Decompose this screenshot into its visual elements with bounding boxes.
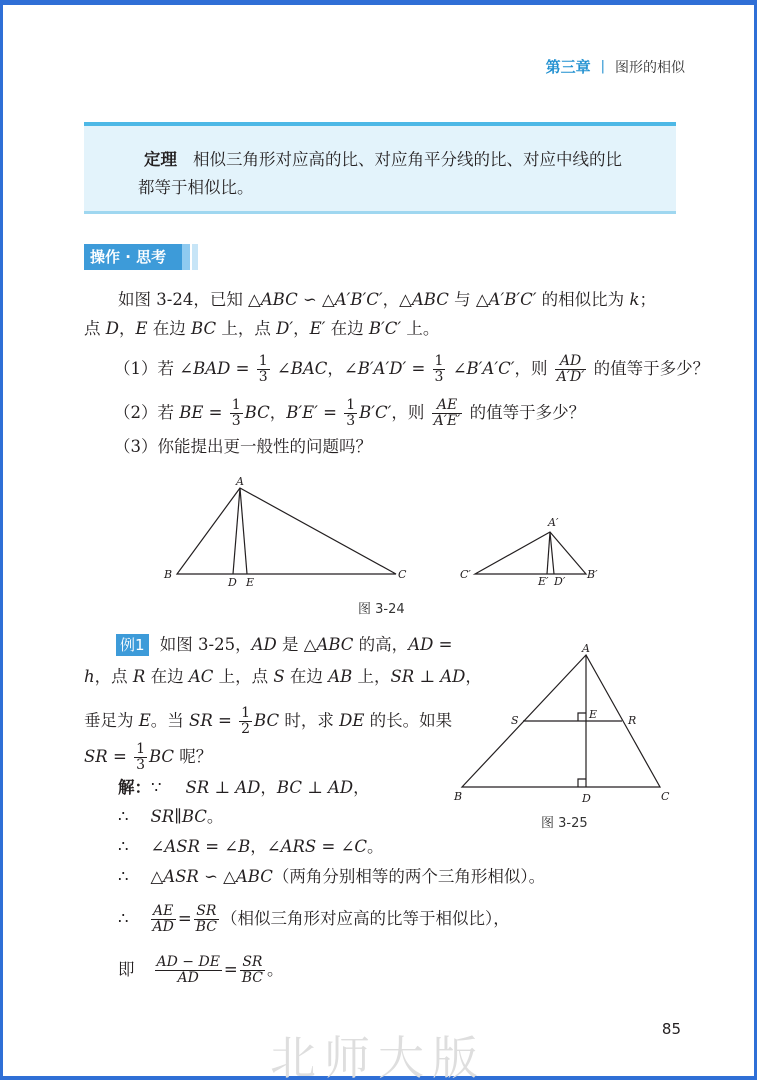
math-ad: AD <box>251 635 277 654</box>
theorem-heading: 定理 <box>144 150 177 169</box>
frac-num: SR <box>194 904 219 920</box>
math-bc: BC <box>244 403 270 422</box>
solution-step-1 <box>118 777 370 799</box>
math-be: BE <box>179 403 204 422</box>
question-3: （3）你能提出更一般性的问题吗？ <box>114 437 372 456</box>
math-b1c1: B′C′ <box>359 403 392 422</box>
solution-step-2 <box>118 806 223 828</box>
math-abc: ABC <box>411 290 449 309</box>
frac-num: 1 <box>346 397 356 413</box>
example-text: 上，点 <box>213 667 274 686</box>
label-c: C <box>398 568 407 581</box>
theorem-box <box>84 122 676 214</box>
math-parallel: ∥ <box>174 807 182 826</box>
theorem-text-2: 都等于相似比。 <box>138 178 254 197</box>
math-eq: = <box>223 960 238 979</box>
q2-text: （2）若 <box>114 403 180 422</box>
therefore-symbol: ∴ <box>118 837 129 856</box>
example-text: 的长。如果 <box>364 711 453 730</box>
example-text: 在边 <box>284 667 329 686</box>
math-c: C <box>354 837 368 856</box>
label-a: A <box>582 642 590 655</box>
math-bc: BC <box>148 747 175 766</box>
solution-text: 即 <box>118 960 135 979</box>
intro-text: 点 <box>84 319 106 338</box>
example-line-1 <box>116 634 452 656</box>
intro-text: 的相似比为 <box>536 290 630 309</box>
fraction-one-third <box>230 398 243 429</box>
math-asr: ASR <box>163 867 199 886</box>
frac-num: AE <box>151 904 176 920</box>
math-a1b1c1: A′B′C′ <box>334 290 383 309</box>
because-symbol: ∵ <box>151 778 162 797</box>
math-r: R <box>132 667 146 686</box>
q2-text: ， <box>269 403 287 422</box>
math-perp: ⊥ <box>209 778 236 797</box>
math-eq: = <box>177 909 192 928</box>
math-sr: SR <box>150 807 175 826</box>
q1-text: = <box>230 359 255 378</box>
math-sim: ∽ △ <box>297 290 335 309</box>
fraction-sr-bc <box>240 955 265 986</box>
label-e: E <box>246 576 255 589</box>
page-number: 85 <box>661 1020 681 1038</box>
triangle-abc-outline <box>177 488 396 574</box>
question-1 <box>114 354 709 385</box>
math-e: E <box>138 711 151 730</box>
triangle-abc <box>177 488 396 574</box>
q2-text: ，则 <box>391 403 430 422</box>
example-text: = <box>433 635 453 654</box>
q1-text: ∠ <box>271 359 291 378</box>
example-text: 。当 <box>150 711 190 730</box>
fraction-ae-ad <box>151 904 176 935</box>
label-e1: E′ <box>538 575 549 588</box>
therefore-symbol: ∴ <box>118 909 129 928</box>
label-b: B <box>454 790 463 803</box>
solution-text: ， <box>353 778 370 797</box>
theorem-text-1: 相似三角形对应高的比、对应角平分线的比、对应中线的比 <box>193 150 622 169</box>
math-ab: AB <box>328 667 353 686</box>
math-asr: ASR <box>164 837 200 856</box>
intro-text: ； <box>639 290 656 309</box>
intro-text: 在边 <box>325 319 369 338</box>
frac-den: 2 <box>241 721 251 737</box>
frac-num: AE <box>432 398 463 414</box>
fraction-sr-bc <box>194 904 219 935</box>
q1-text: ∠ <box>447 359 467 378</box>
solution-step-6 <box>118 955 284 986</box>
frac-num: SR <box>240 955 265 971</box>
segment-a1e1 <box>547 532 550 574</box>
math-ad: AD <box>440 667 466 686</box>
solution-text: 。 <box>367 837 384 856</box>
triangle-a1b1c1 <box>475 532 586 574</box>
math-sr: SR <box>185 778 210 797</box>
segment-ad <box>233 488 240 574</box>
label-d1: D′ <box>554 575 566 588</box>
intro-text: 在边 <box>147 319 192 338</box>
math-angle: ∠ <box>150 837 165 856</box>
intro-text: ，△ <box>382 290 412 309</box>
frame-left-border <box>0 0 3 1080</box>
fraction-one-third <box>257 354 270 385</box>
fraction-one-third <box>344 398 357 429</box>
math-ac: AC <box>188 667 214 686</box>
figure-3-25 <box>450 640 680 810</box>
question-2 <box>114 398 585 429</box>
example-badge: 例1 <box>116 634 149 656</box>
math-ad: AD <box>235 778 261 797</box>
frac-den: 3 <box>346 413 356 429</box>
math-e1: E′ <box>309 319 326 338</box>
frac-den: BC <box>195 919 217 935</box>
solution-text: 。 <box>267 960 284 979</box>
frac-num: 1 <box>258 353 268 369</box>
fraction-ad-de <box>155 955 222 986</box>
math-de: DE <box>339 711 365 730</box>
example-text: 时，求 <box>279 711 340 730</box>
math-ars: ARS <box>280 837 317 856</box>
intro-line-1 <box>118 289 656 311</box>
label-e: E <box>589 708 598 721</box>
intro-text: 上。 <box>401 319 440 338</box>
math-bc: BC <box>254 711 280 730</box>
intro-text: 上，点 <box>216 319 277 338</box>
theorem-line-1 <box>144 146 656 174</box>
example-text: 是 △ <box>276 635 317 654</box>
publisher-watermark: 北师大版 <box>270 1031 486 1085</box>
figure-3-24-caption: 图 3-24 <box>358 602 405 617</box>
frac-den: 3 <box>231 413 241 429</box>
segment-ae <box>240 488 247 574</box>
math-k: k <box>629 290 640 309</box>
math-d1: D′ <box>276 319 294 338</box>
frac-den: AD <box>152 919 174 935</box>
math-b: B <box>238 837 251 856</box>
label-r: R <box>628 714 637 727</box>
math-abc: ABC <box>235 867 273 886</box>
segment-a1d1 <box>550 532 554 574</box>
q1-text: ，∠ <box>327 359 358 378</box>
label-a1: A′ <box>548 516 559 529</box>
math-h: h <box>84 667 95 686</box>
figure-3-24 <box>150 470 620 594</box>
solution-text: （相似三角形对应高的比等于相似比）， <box>220 909 510 928</box>
example-text: = <box>212 711 238 730</box>
header-separator: | <box>600 59 605 74</box>
math-b1e1: B′E′ <box>286 403 318 422</box>
math-perp: ⊥ <box>301 778 328 797</box>
frac-den: BC <box>241 970 264 986</box>
chapter-title: 图形的相似 <box>615 59 685 76</box>
intro-text: 如图 3-24，已知 △ <box>118 290 261 309</box>
frac-num: AD − DE <box>156 954 220 970</box>
example-text: 的高， <box>353 635 409 654</box>
math-abc: ABC <box>316 635 354 654</box>
math-bc: BC <box>181 807 207 826</box>
q1-text: = <box>406 359 431 378</box>
therefore-symbol: ∴ <box>118 867 129 886</box>
triangle-a1b1c1-outline <box>475 532 586 574</box>
example-line-2 <box>84 666 482 688</box>
solution-label: 解： <box>118 778 151 797</box>
frac-num: 1 <box>241 705 251 721</box>
frac-den: 3 <box>434 369 444 385</box>
example-text: 在边 <box>145 667 189 686</box>
q1-text: 的值等于多少？ <box>588 359 710 378</box>
solution-text: ， <box>260 778 277 797</box>
q1-text: ，则 <box>514 359 553 378</box>
example-line-3 <box>84 706 452 737</box>
theorem-line-2 <box>138 174 656 202</box>
math-sr: SR <box>189 711 213 730</box>
frac-num: 1 <box>231 397 241 413</box>
q1-text: （1）若 ∠ <box>114 359 194 378</box>
math-ad: AD <box>408 635 434 654</box>
label-b: B <box>164 568 173 581</box>
frac-den: A′D′ <box>556 369 585 385</box>
q2-text: = <box>317 403 343 422</box>
example-text: 上， <box>352 667 391 686</box>
fraction-one-third <box>134 742 147 773</box>
example-text: = <box>107 747 133 766</box>
math-e: E <box>135 319 148 338</box>
math-bc: BC <box>191 319 217 338</box>
fraction-ad-ratio <box>555 354 587 385</box>
example-text: 呢？ <box>174 747 213 766</box>
frac-num: 1 <box>434 353 444 369</box>
q2-text: = <box>203 403 228 422</box>
solution-step-5 <box>118 904 510 935</box>
frac-den: 3 <box>258 369 268 385</box>
label-d: D <box>582 792 591 805</box>
intro-text: ， <box>293 319 310 338</box>
math-bad: BAD <box>193 359 231 378</box>
math-sr: SR <box>84 747 108 766</box>
math-d: D <box>105 319 119 338</box>
example-text: 垂足为 <box>84 711 139 730</box>
solution-text: = ∠ <box>199 837 239 856</box>
right-angle-mark-d <box>578 779 586 787</box>
solution-text: （两角分别相等的两个三角形相似）。 <box>272 867 546 886</box>
label-a: A <box>236 475 244 488</box>
frac-num: AD <box>555 354 587 370</box>
math-sim: ∽ △ <box>198 867 236 886</box>
solution-text: = ∠ <box>316 837 355 856</box>
q2-text: 的值等于多少？ <box>464 403 586 422</box>
section-badge: 操作 · 思考 <box>84 244 182 270</box>
math-b1a1c1: B′A′C′ <box>466 359 515 378</box>
math-s: S <box>273 667 285 686</box>
frac-den: 3 <box>136 757 145 773</box>
frac-den: AD <box>177 970 199 986</box>
frame-top-border <box>0 0 757 5</box>
label-b1: B′ <box>587 568 598 581</box>
fraction-ae-ratio <box>432 398 463 429</box>
solution-step-3 <box>118 836 384 858</box>
section-badge-tail-light <box>192 244 198 270</box>
example-text: ，点 <box>94 667 133 686</box>
fraction-one-third <box>433 354 446 385</box>
math-b1a1d1: B′A′D′ <box>357 359 407 378</box>
frac-den: A′E′ <box>433 413 461 429</box>
fraction-one-half <box>239 706 252 737</box>
therefore-symbol: ∴ <box>118 807 129 826</box>
math-bac: BAC <box>290 359 328 378</box>
figure-3-25-caption: 图 3-25 <box>541 816 588 831</box>
solution-text: 。 <box>206 807 224 826</box>
frac-num: 1 <box>136 741 145 757</box>
label-c: C <box>661 790 670 803</box>
intro-text: ， <box>118 319 136 338</box>
math-ad: AD <box>327 778 354 797</box>
label-c1: C′ <box>460 568 471 581</box>
example-line-4 <box>84 742 212 773</box>
example-text: ， <box>465 667 482 686</box>
running-header <box>546 56 685 77</box>
math-abc: ABC <box>260 290 298 309</box>
intro-line-2 <box>84 318 439 340</box>
math-triangle: △ <box>150 867 164 886</box>
intro-text: 与 △ <box>448 290 489 309</box>
example-text: 如图 3-25， <box>154 635 252 654</box>
solution-step-4 <box>118 866 545 888</box>
label-s: S <box>511 714 519 727</box>
label-d: D <box>228 576 237 589</box>
math-perp: ⊥ <box>414 667 441 686</box>
solution-text: ，∠ <box>250 837 281 856</box>
math-bc: BC <box>276 778 302 797</box>
math-sr: SR <box>390 667 415 686</box>
math-a1b1c1: A′B′C′ <box>488 290 537 309</box>
section-badge-tail <box>182 244 190 270</box>
chapter-number: 第三章 <box>545 58 591 76</box>
math-b1c1: B′C′ <box>368 319 402 338</box>
right-angle-mark-e <box>578 713 586 721</box>
